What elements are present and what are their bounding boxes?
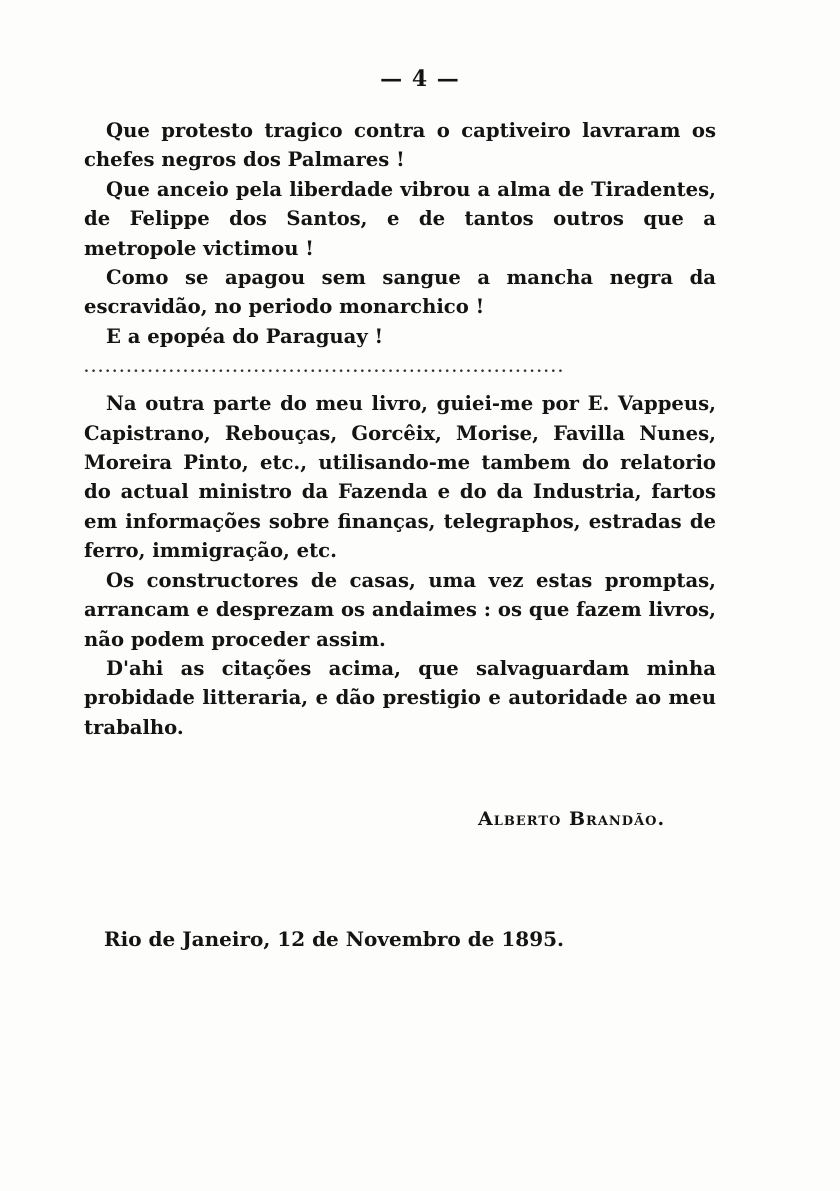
paragraph-constructors: Os constructores de casas, uma vez estas promptas, arrancam e desprezam os andaimes : os que fazem livros, não podem proceder assim. [84,568,716,651]
dateline: Rio de Janeiro, 12 de Novembro de 1895. [104,927,564,951]
paragraph-escravidao: Como se apagou sem sangue a mancha negra da escravidão, no periodo monarchico ! [84,266,716,319]
page-number: — 4 — [380,66,460,92]
paragraph-sources: Na outra parte do meu livro, guiei-me por E. Vappeus, Capistrano, Rebouças, Gorcêix, Morise, Favilla Nunes, Moreira Pinto, etc., utilisando-me tambem do relatorio do actual ministro da Fazenda e do da Industria, fartos em informações sobre finanças, telegraphos, estradas de ferro, immigração, etc. [84,392,716,563]
dotted-separator: .................................................................... [84,360,566,377]
paragraph-palmares: Que protesto tragico contra o captiveiro lavraram os chefes negros dos Palmares ! [84,119,716,172]
body-text [84,116,716,742]
paragraph-tiradentes: Que anceio pela liberdade vibrou a alma de Tiradentes, de Felippe dos Santos, e de tantos outros que a metropole victimou ! [84,177,716,260]
author-signature: Alberto Brandão. [478,808,666,830]
paragraph-citations: D'ahi as citações acima, que salvaguardam minha probidade litteraria, e dão prestigio e autoridade ao meu trabalho. [84,656,716,739]
paragraph-paraguay: E a epopéa do Paraguay ! [106,324,384,348]
